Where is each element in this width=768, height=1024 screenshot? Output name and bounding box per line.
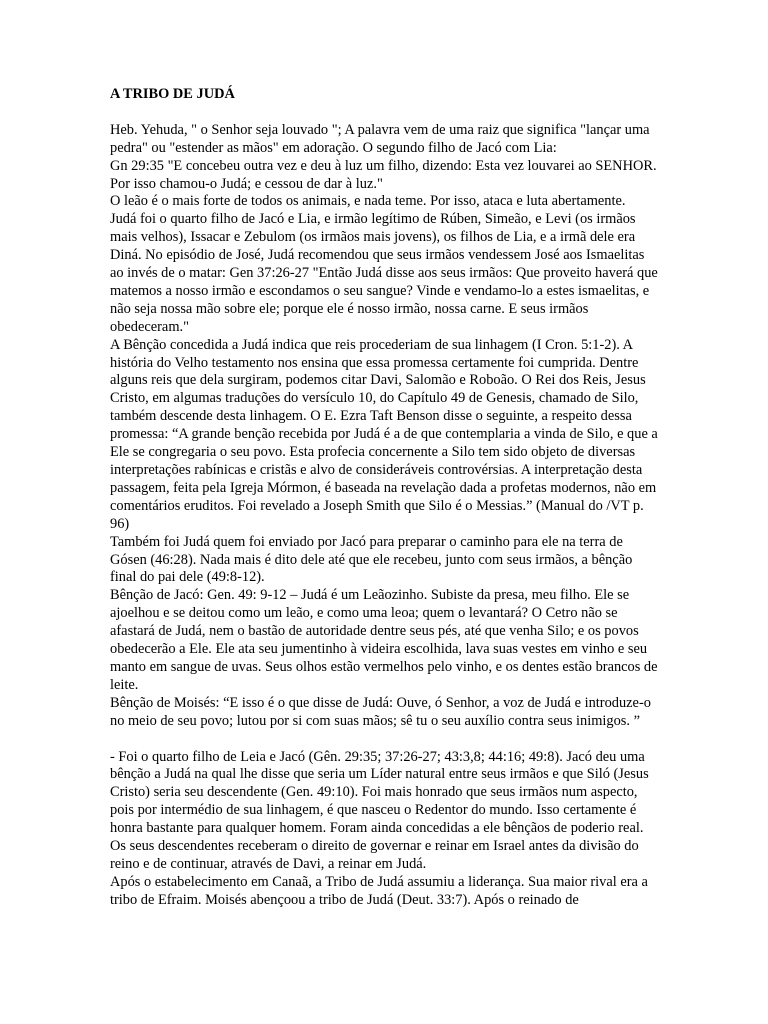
paragraph-genesis-29-35: Gn 29:35 "E concebeu outra vez e deu à luz um filho, dizendo: Esta vez louvarei ao SENHOR. Por isso chamou-o Judá; e cessou de dar à luz." [110,157,657,192]
document-body [110,86,660,910]
paragraph-gap [110,731,660,749]
paragraph-goshen: Também foi Judá quem foi enviado por Jacó para preparar o caminho para ele na terra de Gósen (46:28). Nada mais é dito dele até que ele recebeu, junto com seus irmãos, a bênção final do pai dele (49:8-12). [110,533,633,586]
paragraph-blessing-kings: A Bênção concedida a Judá indica que reis procederiam de sua linhagem (I Cron. 5:1-2). A história do Velho testamento nos ensina que essa promessa certamente foi cumprida. Dentre alguns reis que dela surgiram, podemos citar Davi, Salomão e Roboão. O Rei dos Reis, Jesus Cristo, em algumas traduções do versículo 10, do Capítulo 49 de Genesis, chamado de Silo, também descende desta linhagem. O E. Ezra Taft Benson disse o seguinte, a respeito dessa promessa: “A grande benção recebida por Judá é a de que contemplaria a vinda de Silo, e que a Ele se congregaria o seu povo. Esta profecia concernente a Silo tem sido objeto de diversas interpretações rabínicas e cristãs e alvo de consideráveis controvérsias. A interpretação desta passagem, feita pela Igreja Mórmon, é baseada na revelação dada a profetas modernos, não em comentários eruditos. Foi revelado a Joseph Smith que Silo é o Messias.” (Manual do /VT p. 96) [110,336,658,532]
paragraph-fourth-son: Judá foi o quarto filho de Jacó e Lia, e irmão legítimo de Rúben, Simeão, e Levi (os irmãos mais velhos), Issacar e Zebulom (os irmãos mais jovens), os filhos de Lia, e a irmã dele era Diná. No episódio de José, Judá recomendou que seus irmãos vendessem José aos Ismaelitas ao invés de o matar: Gen 37:26-27 "Então Judá disse aos seus irmãos: Que proveito haverá que matemos a nosso irmão e escondamos o seu sangue? Vinde e vendamo-lo a estes ismaelitas, e não seja nossa mão sobre ele; porque ele é nosso irmão, nossa carne. E seus irmãos obedeceram." [110,211,658,335]
paragraph-leia-jacob: - Foi o quarto filho de Leia e Jacó (Gên. 29:35; 37:26-27; 43:3,8; 44:16; 49:8). Jacó deu uma bênção a Judá na qual lhe disse que seria um Líder natural entre seus irmãos e que Siló (Jesus Cristo) seria seu descendente (Gen. 49:10). Foi mais honrado que seus irmãos num aspecto, pois por intermédio de sua linhagem, é que nasceu o Redentor do mundo. Isso certamente é honra bastante para qualquer homem. Foram ainda concedidas a ele bênçãos de poderio real. Os seus descendentes receberam o direito de governar e reinar em Israel antes da divisão do reino e de continuar, através de Davi, a reinar em Judá. [110,748,649,872]
paragraph-lion: O leão é o mais forte de todos os animais, e nada teme. Por isso, ataca e luta abertamente. [110,193,626,210]
paragraph-etymology: Heb. Yehuda, " o Senhor seja louvado "; A palavra vem de uma raiz que significa "lançar uma pedra" ou "estender as mãos" em adoração. O segundo filho de Jacó com Lia: [110,121,650,156]
document-title: A TRIBO DE JUDÁ [110,86,235,102]
paragraph-canaan: Após o estabelecimento em Canaã, a Tribo de Judá assumiu a liderança. Sua maior rival era a tribo de Efraim. Moisés abençoou a tribo de Judá (Deut. 33:7). Após o reinado de [110,873,648,908]
paragraph-jacob-blessing: Bênção de Jacó: Gen. 49: 9-12 – Judá é um Leãozinho. Subiste da presa, meu filho. Ele se ajoelhou e se deitou como um leão, e como uma leoa; quem o levantará? O Cetro não se afastará de Judá, nem o bastão de autoridade dentre seus pés, até que venha Silo; e os povos obedecerão a Ele. Ele ata seu jumentinho à videira escolhida, lava suas vestes em vinho e seu manto em sangue de uvas. Seus olhos estão vermelhos pelo vinho, e os dentes estão brancos de leite. [110,587,658,693]
paragraph-moses-blessing: Bênção de Moisés: “E isso é o que disse de Judá: Ouve, ó Senhor, a voz de Judá e introduze-o no meio de seu povo; lutou por si com suas mãos; sê tu o seu auxílio contra seus inimigos. ” [110,694,651,729]
